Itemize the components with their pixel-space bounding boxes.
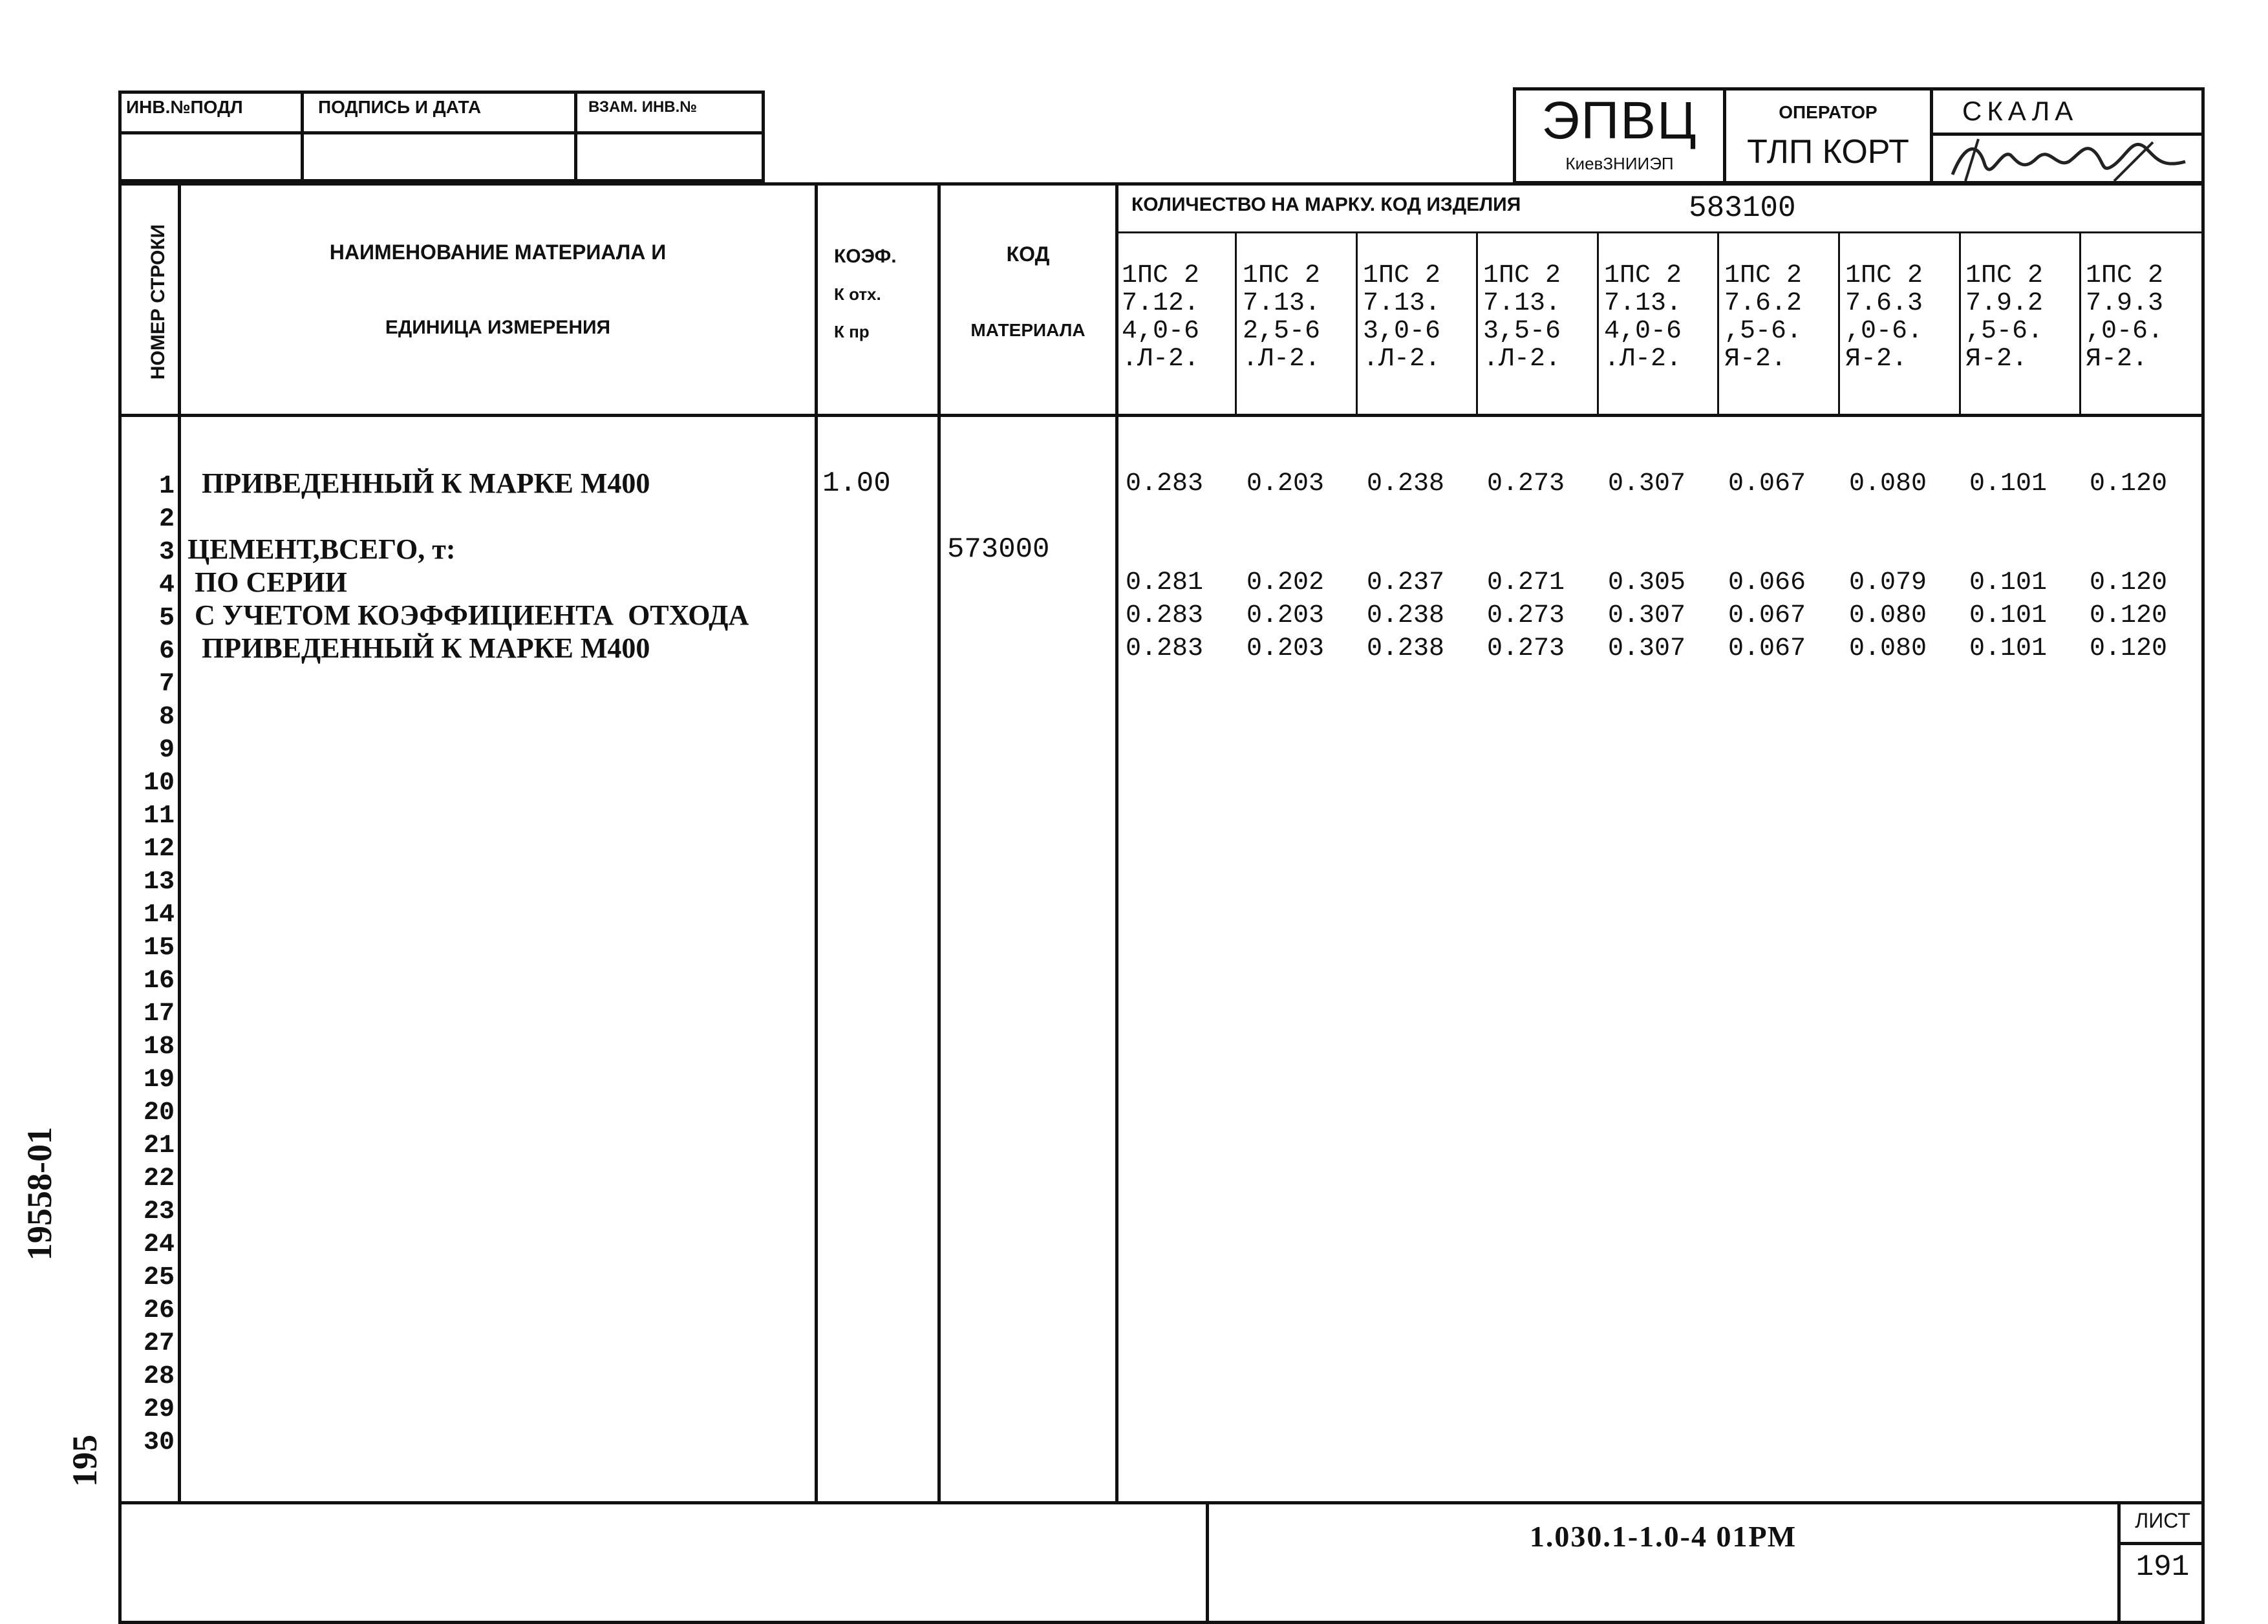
row-number-header: НОМЕР СТРОКИ	[147, 224, 169, 380]
row-number: 26	[143, 1296, 175, 1325]
quantity-value: 0.237	[1367, 568, 1445, 597]
quantity-value: 0.283	[1126, 469, 1204, 498]
product-code: 583100	[1689, 191, 1796, 225]
coef-header-1: КОЭФ.	[834, 246, 897, 267]
quantity-value: 0.120	[2090, 634, 2168, 663]
document-code: 1.030.1-1.0-4 01РМ	[1529, 1520, 1797, 1553]
quantity-value: 0.238	[1367, 601, 1445, 630]
row-number: 13	[143, 868, 175, 897]
quantity-value: 0.066	[1728, 568, 1806, 597]
material-name: С УЧЕТОМ КОЭФФИЦИЕНТА ОТХОДА	[187, 599, 749, 631]
code-header-2: МАТЕРИАЛА	[970, 320, 1086, 340]
row-number: 19	[143, 1065, 175, 1095]
quantity-value: 0.203	[1246, 601, 1325, 630]
coef-value: 1.00	[822, 467, 891, 500]
quantity-value: 0.307	[1608, 634, 1686, 663]
qty-header: КОЛИЧЕСТВО НА МАРКУ. КОД ИЗДЕЛИЯ	[1131, 194, 1521, 215]
row-number: 22	[143, 1164, 175, 1193]
margin-page: 195	[65, 1435, 104, 1487]
row-number: 2	[158, 505, 175, 534]
coef-header-2: К отх.	[834, 284, 881, 304]
quantity-value: 0.101	[1969, 601, 2048, 630]
quantity-value: 0.305	[1608, 568, 1686, 597]
quantity-value: 0.202	[1246, 568, 1325, 597]
archive-number: 19558-01	[20, 1127, 59, 1261]
institute-name: КиевЗНИИЭП	[1565, 154, 1674, 173]
row-number: 1	[158, 472, 175, 501]
material-name: ЦЕМЕНТ,ВСЕГО, т:	[187, 533, 456, 565]
product-column-header: 1ПС 2 7.12. 4,0-6 .Л-2.	[1122, 261, 1200, 374]
product-column-header: 1ПС 2 7.6.3 ,0-6. Я-2.	[1845, 261, 1923, 374]
row-number: 29	[143, 1395, 175, 1424]
coef-header-3: К пр	[834, 322, 870, 341]
quantity-value: 0.080	[1849, 634, 1927, 663]
product-column-header: 1ПС 2 7.9.3 ,0-6. Я-2.	[2086, 261, 2164, 374]
quantity-value: 0.273	[1487, 634, 1565, 663]
quantity-value: 0.080	[1849, 601, 1927, 630]
signature	[1940, 129, 2198, 187]
material-name-header-2: ЕДИНИЦА ИЗМЕРЕНИЯ	[385, 317, 611, 338]
row-number: 11	[143, 802, 175, 831]
row-number: 16	[143, 967, 175, 996]
quantity-value: 0.203	[1246, 634, 1325, 663]
product-column-header: 1ПС 2 7.13. 4,0-6 .Л-2.	[1604, 261, 1682, 374]
row-number: 25	[143, 1263, 175, 1292]
row-number: 7	[158, 670, 175, 699]
quantity-value: 0.281	[1126, 568, 1204, 597]
operator-value: ТЛП КОРТ	[1747, 133, 1909, 171]
quantity-value: 0.273	[1487, 469, 1565, 498]
material-name-header-1: НАИМЕНОВАНИЕ МАТЕРИАЛА И	[329, 240, 667, 264]
row-number: 14	[143, 901, 175, 930]
quantity-value: 0.067	[1728, 601, 1806, 630]
material-code: 573000	[947, 533, 1050, 566]
row-number: 27	[143, 1329, 175, 1358]
quantity-value: 0.067	[1728, 469, 1806, 498]
row-number: 20	[143, 1098, 175, 1127]
row-number: 30	[143, 1428, 175, 1457]
row-number: 3	[158, 538, 175, 567]
row-number: 10	[143, 769, 175, 798]
row-number: 18	[143, 1032, 175, 1062]
row-number: 21	[143, 1131, 175, 1160]
quantity-value: 0.203	[1246, 469, 1325, 498]
quantity-value: 0.079	[1849, 568, 1927, 597]
quantity-value: 0.307	[1608, 601, 1686, 630]
quantity-value: 0.101	[1969, 634, 2048, 663]
row-number: 6	[158, 637, 175, 666]
quantity-value: 0.120	[2090, 568, 2168, 597]
quantity-value: 0.238	[1367, 469, 1445, 498]
quantity-value: 0.271	[1487, 568, 1565, 597]
quantity-value: 0.101	[1969, 568, 2048, 597]
row-number: 8	[158, 703, 175, 732]
row-number: 4	[158, 571, 175, 600]
quantity-value: 0.120	[2090, 601, 2168, 630]
material-name: ПРИВЕДЕННЫЙ К МАРКЕ М400	[187, 632, 650, 664]
quantity-value: 0.120	[2090, 469, 2168, 498]
stamp-podpis-data: ПОДПИСЬ И ДАТА	[318, 97, 482, 117]
row-number: 5	[158, 604, 175, 633]
main-table	[118, 182, 2205, 1624]
product-column-header: 1ПС 2 7.13. 3,0-6 .Л-2.	[1363, 261, 1441, 374]
quantity-value: 0.238	[1367, 634, 1445, 663]
code-header-1: КОД	[1006, 242, 1050, 266]
material-name: ПРИВЕДЕННЫЙ К МАРКЕ М400	[187, 467, 650, 499]
row-number: 23	[143, 1197, 175, 1226]
stamp-inv-podl: ИНВ.№ПОДЛ	[126, 97, 243, 117]
row-number: 15	[143, 934, 175, 963]
row-number: 9	[158, 736, 175, 765]
sheet-number: 191	[2135, 1550, 2190, 1584]
quantity-value: 0.283	[1126, 634, 1204, 663]
row-number: 24	[143, 1230, 175, 1259]
quantity-value: 0.307	[1608, 469, 1686, 498]
quantity-value: 0.283	[1126, 601, 1204, 630]
epvc-logo: ЭПВЦ	[1541, 91, 1698, 150]
operator-label: ОПЕРАТОР	[1779, 102, 1878, 122]
product-column-header: 1ПС 2 7.6.2 ,5-6. Я-2.	[1724, 261, 1803, 374]
product-column-header: 1ПС 2 7.13. 2,5-6 .Л-2.	[1243, 261, 1321, 374]
product-column-header: 1ПС 2 7.9.2 ,5-6. Я-2.	[1965, 261, 2044, 374]
quantity-value: 0.101	[1969, 469, 2048, 498]
row-number: 28	[143, 1362, 175, 1391]
row-number: 17	[143, 999, 175, 1029]
sheet-label: ЛИСТ	[2135, 1509, 2190, 1532]
product-column-header: 1ПС 2 7.13. 3,5-6 .Л-2.	[1483, 261, 1561, 374]
stamp-vzam-inv: ВЗАМ. ИНВ.№	[588, 98, 698, 116]
quantity-value: 0.080	[1849, 469, 1927, 498]
system-name: СКАЛА	[1962, 96, 2079, 126]
quantity-value: 0.067	[1728, 634, 1806, 663]
row-number: 12	[143, 835, 175, 864]
quantity-value: 0.273	[1487, 601, 1565, 630]
material-name: ПО СЕРИИ	[187, 566, 347, 598]
